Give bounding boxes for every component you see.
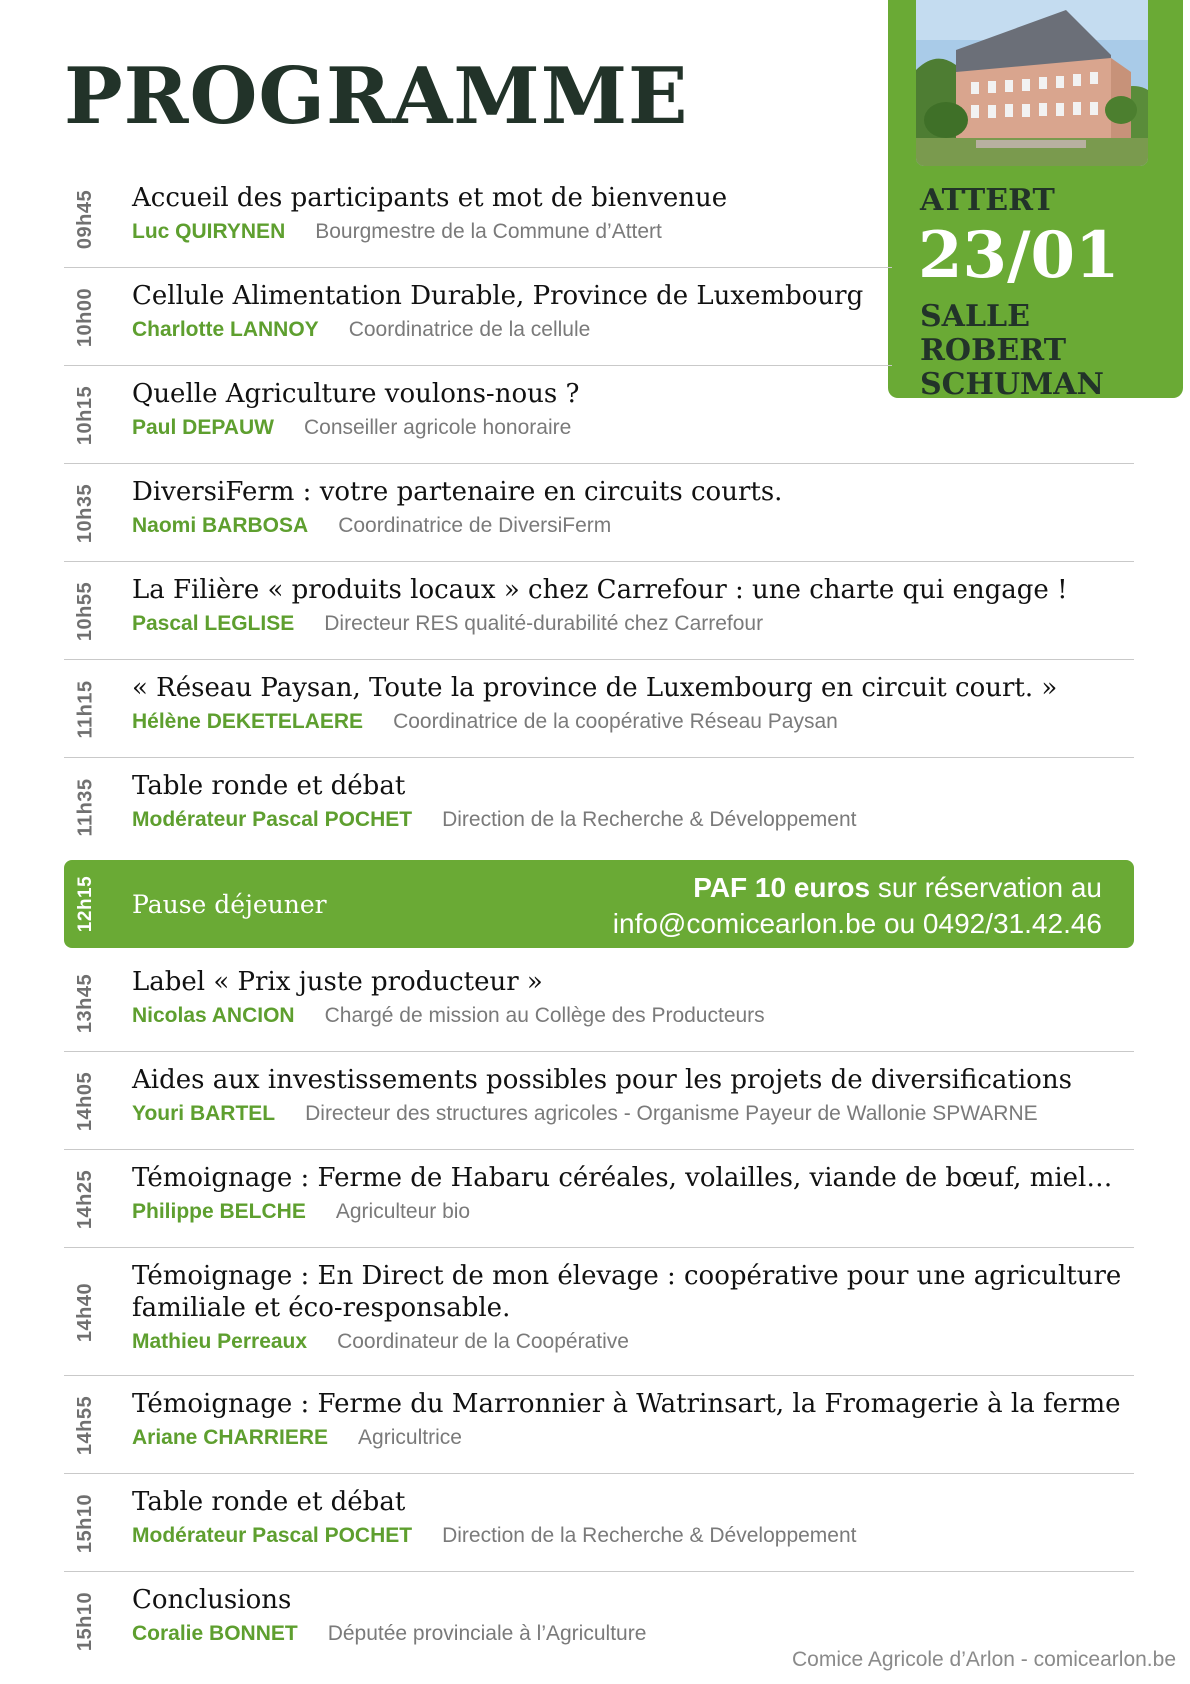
session-time: 10h55	[74, 581, 97, 641]
session-speaker: Hélène DEKETELAERE	[132, 710, 364, 733]
session-time: 15h10	[74, 1591, 97, 1651]
session-topic-line2: familiale et éco-responsable.	[132, 1293, 511, 1323]
session-topic: Accueil des participants et mot de bienvenue	[132, 183, 728, 213]
session-speaker: Youri BARTEL	[132, 1102, 276, 1125]
session-row	[64, 1052, 1134, 1150]
session-row	[64, 268, 892, 366]
venue-photo	[916, 0, 1148, 166]
session-time: 11h15	[74, 679, 97, 739]
session-role: Coordinatrice de la cellule	[348, 318, 591, 341]
footer-credit: Comice Agricole d’Arlon - comicearlon.be	[792, 1648, 1176, 1671]
session-role: Chargé de mission au Collège des Producteurs	[324, 1004, 765, 1027]
session-topic: Aides aux investissements possibles pour les projets de diversifications	[132, 1065, 1072, 1095]
pause-contact: info@comicearlon.be ou 0492/31.42.46	[612, 908, 1102, 939]
session-topic: La Filière « produits locaux » chez Carrefour : une charte qui engage !	[132, 575, 1068, 605]
session-row	[64, 1376, 1134, 1474]
session-row	[64, 1150, 1134, 1248]
session-row	[64, 562, 1134, 660]
session-time: 11h35	[74, 777, 97, 837]
session-role: Coordinatrice de DiversiFerm	[338, 514, 612, 537]
session-speaker: Luc QUIRYNEN	[132, 220, 286, 243]
session-speaker: Coralie BONNET	[132, 1622, 298, 1645]
session-speaker: Nicolas ANCION	[132, 1004, 295, 1027]
badge-city: ATTERT	[920, 183, 1055, 218]
badge-venue: SALLE ROBERT SCHUMAN	[920, 299, 1104, 402]
pause-time: 12h15	[75, 875, 96, 933]
event-badge	[888, 0, 1183, 402]
session-time: 10h15	[74, 385, 97, 445]
pause-info	[613, 870, 1102, 942]
session-topic: Témoignage : En Direct de mon élevage : coopérative pour une agriculture	[132, 1261, 1122, 1291]
session-speaker: Charlotte LANNOY	[132, 318, 319, 341]
session-speaker: Modérateur Pascal POCHET	[132, 1524, 413, 1547]
session-role: Direction de la Recherche & Développement	[442, 1524, 857, 1547]
session-role: Coordinatrice de la coopérative Réseau Paysan	[393, 710, 838, 733]
session-role: Conseiller agricole honoraire	[303, 416, 572, 439]
page-title: PROGRAMME	[64, 51, 689, 142]
session-role: Coordinateur de la Coopérative	[337, 1330, 629, 1353]
session-topic: DiversiFerm : votre partenaire en circuits courts.	[132, 477, 783, 507]
session-topic: Conclusions	[132, 1585, 292, 1615]
session-time: 13h45	[74, 973, 97, 1033]
session-role: Agriculteur bio	[335, 1200, 471, 1223]
session-row	[64, 170, 892, 268]
session-time: 14h40	[74, 1282, 97, 1342]
session-speaker: Mathieu Perreaux	[132, 1330, 308, 1353]
session-topic: « Réseau Paysan, Toute la province de Luxembourg en circuit court. »	[132, 673, 1058, 703]
session-row	[64, 366, 1134, 464]
pause-reservation: sur réservation au	[877, 872, 1102, 903]
session-speaker: Paul DEPAUW	[132, 416, 274, 439]
session-row	[64, 1474, 1134, 1572]
session-speaker: Ariane CHARRIERE	[132, 1426, 329, 1449]
session-role: Bourgmestre de la Commune d’Attert	[315, 220, 662, 243]
session-topic: Quelle Agriculture voulons-nous ?	[132, 379, 580, 409]
session-row	[64, 660, 1134, 758]
session-role: Direction de la Recherche & Développement	[442, 808, 857, 831]
session-speaker: Philippe BELCHE	[132, 1200, 306, 1223]
session-time: 10h35	[74, 483, 97, 543]
session-role: Députée provinciale à l’Agriculture	[327, 1622, 647, 1645]
badge-date: 23/01	[918, 218, 1120, 293]
session-time: 14h55	[74, 1395, 97, 1455]
session-time: 15h10	[74, 1493, 97, 1553]
pause-label: Pause déjeuner	[132, 890, 327, 919]
session-time: 14h25	[74, 1169, 97, 1229]
session-row	[64, 758, 1134, 856]
session-time: 09h45	[74, 189, 97, 249]
session-topic: Table ronde et débat	[132, 771, 406, 801]
pause-price: PAF 10 euros	[693, 872, 871, 903]
session-time: 10h00	[74, 287, 97, 347]
session-role: Directeur RES qualité-durabilité chez Carrefour	[324, 612, 764, 635]
session-topic: Témoignage : Ferme du Marronnier à Watrinsart, la Fromagerie à la ferme	[132, 1389, 1121, 1419]
session-row	[64, 954, 1134, 1052]
session-topic: Table ronde et débat	[132, 1487, 406, 1517]
session-topic: Témoignage : Ferme de Habaru céréales, volailles, viande de bœuf, miel…	[132, 1163, 1113, 1193]
session-role: Agricultrice	[358, 1426, 462, 1449]
session-time: 14h05	[74, 1071, 97, 1131]
session-topic: Label « Prix juste producteur »	[132, 967, 543, 997]
session-speaker: Modérateur Pascal POCHET	[132, 808, 413, 831]
session-row	[64, 464, 1134, 562]
session-speaker: Naomi BARBOSA	[132, 514, 309, 537]
session-speaker: Pascal LEGLISE	[132, 612, 295, 635]
session-row	[64, 1248, 1134, 1376]
session-role: Directeur des structures agricoles - Organisme Payeur de Wallonie SPWARNE	[305, 1102, 1038, 1125]
session-topic: Cellule Alimentation Durable, Province de Luxembourg	[132, 281, 864, 311]
lunch-break-banner	[64, 860, 1134, 948]
